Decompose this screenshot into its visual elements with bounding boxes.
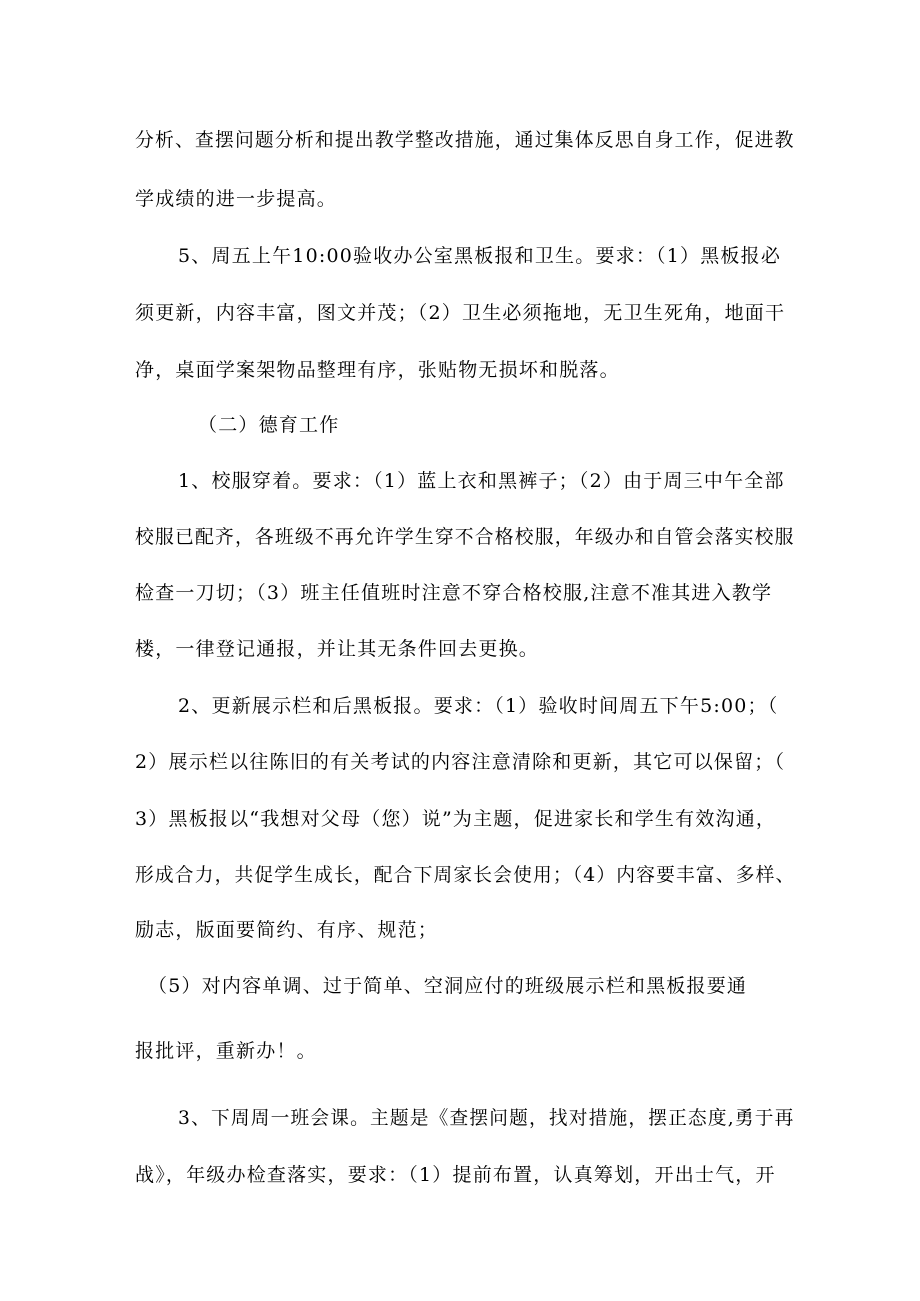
paragraph-line: 战》，年级办检查落实，要求：（1）提前布置，认真筹划，开出士气，开 — [135, 1164, 776, 1186]
paragraph-line: 净，桌面学案架物品整理有序，张贴物无损坏和脱落。 — [135, 359, 620, 381]
paragraph-line: 2）展示栏以往陈旧的有关考试的内容注意清除和更新，其它可以保留；（ — [135, 751, 786, 773]
paragraph-line: 3）黑板报以“我想对父母（您）说”为主题，促进家长和学生有效沟通， — [135, 808, 777, 830]
paragraph-line: 学成绩的进一步提高。 — [135, 188, 338, 210]
paragraph-line: 须更新，内容丰富，图文并茂；（2）卫生必须拖地，无卫生死角，地面干 — [135, 302, 786, 324]
paragraph-line: 形成合力，共促学生成长，配合下周家长会使用；（4）内容要丰富、多样、 — [135, 864, 796, 886]
section-heading: （二）德育工作 — [198, 414, 340, 436]
paragraph-line: 报批评，重新办！。 — [135, 1040, 317, 1062]
paragraph-line: 分析、查摆问题分析和提出教学整改措施，通过集体反思自身工作，促进教 — [135, 129, 795, 151]
paragraph-line: （5）对内容单调、过于简单、空洞应付的班级展示栏和黑板报要通 — [148, 975, 748, 997]
paragraph-line: 励志，版面要简约、有序、规范； — [135, 919, 439, 941]
paragraph-line: 检查一刀切；（3）班主任值班时注意不穿合格校服,注意不准其进入教学 — [135, 582, 773, 604]
paragraph-line: 2、更新展示栏和后黑板报。要求：（1）验收时间周五下午5:00；（ — [178, 695, 779, 717]
paragraph-line: 5、周五上午10:00验收办公室黑板报和卫生。要求：（1）黑板报必 — [178, 245, 782, 267]
paragraph-line: 楼，一律登记通报，并让其无条件回去更换。 — [135, 638, 540, 660]
paragraph-line: 3、下周周一班会课。主题是《查摆问题，找对措施，摆正态度,勇于再 — [178, 1107, 795, 1129]
paragraph-line: 校服已配齐，各班级不再允许学生穿不合格校服，年级办和自管会落实校服 — [135, 526, 795, 548]
paragraph-line: 1、校服穿着。要求：（1）蓝上衣和黑裤子；（2）由于周三中午全部 — [178, 470, 785, 492]
